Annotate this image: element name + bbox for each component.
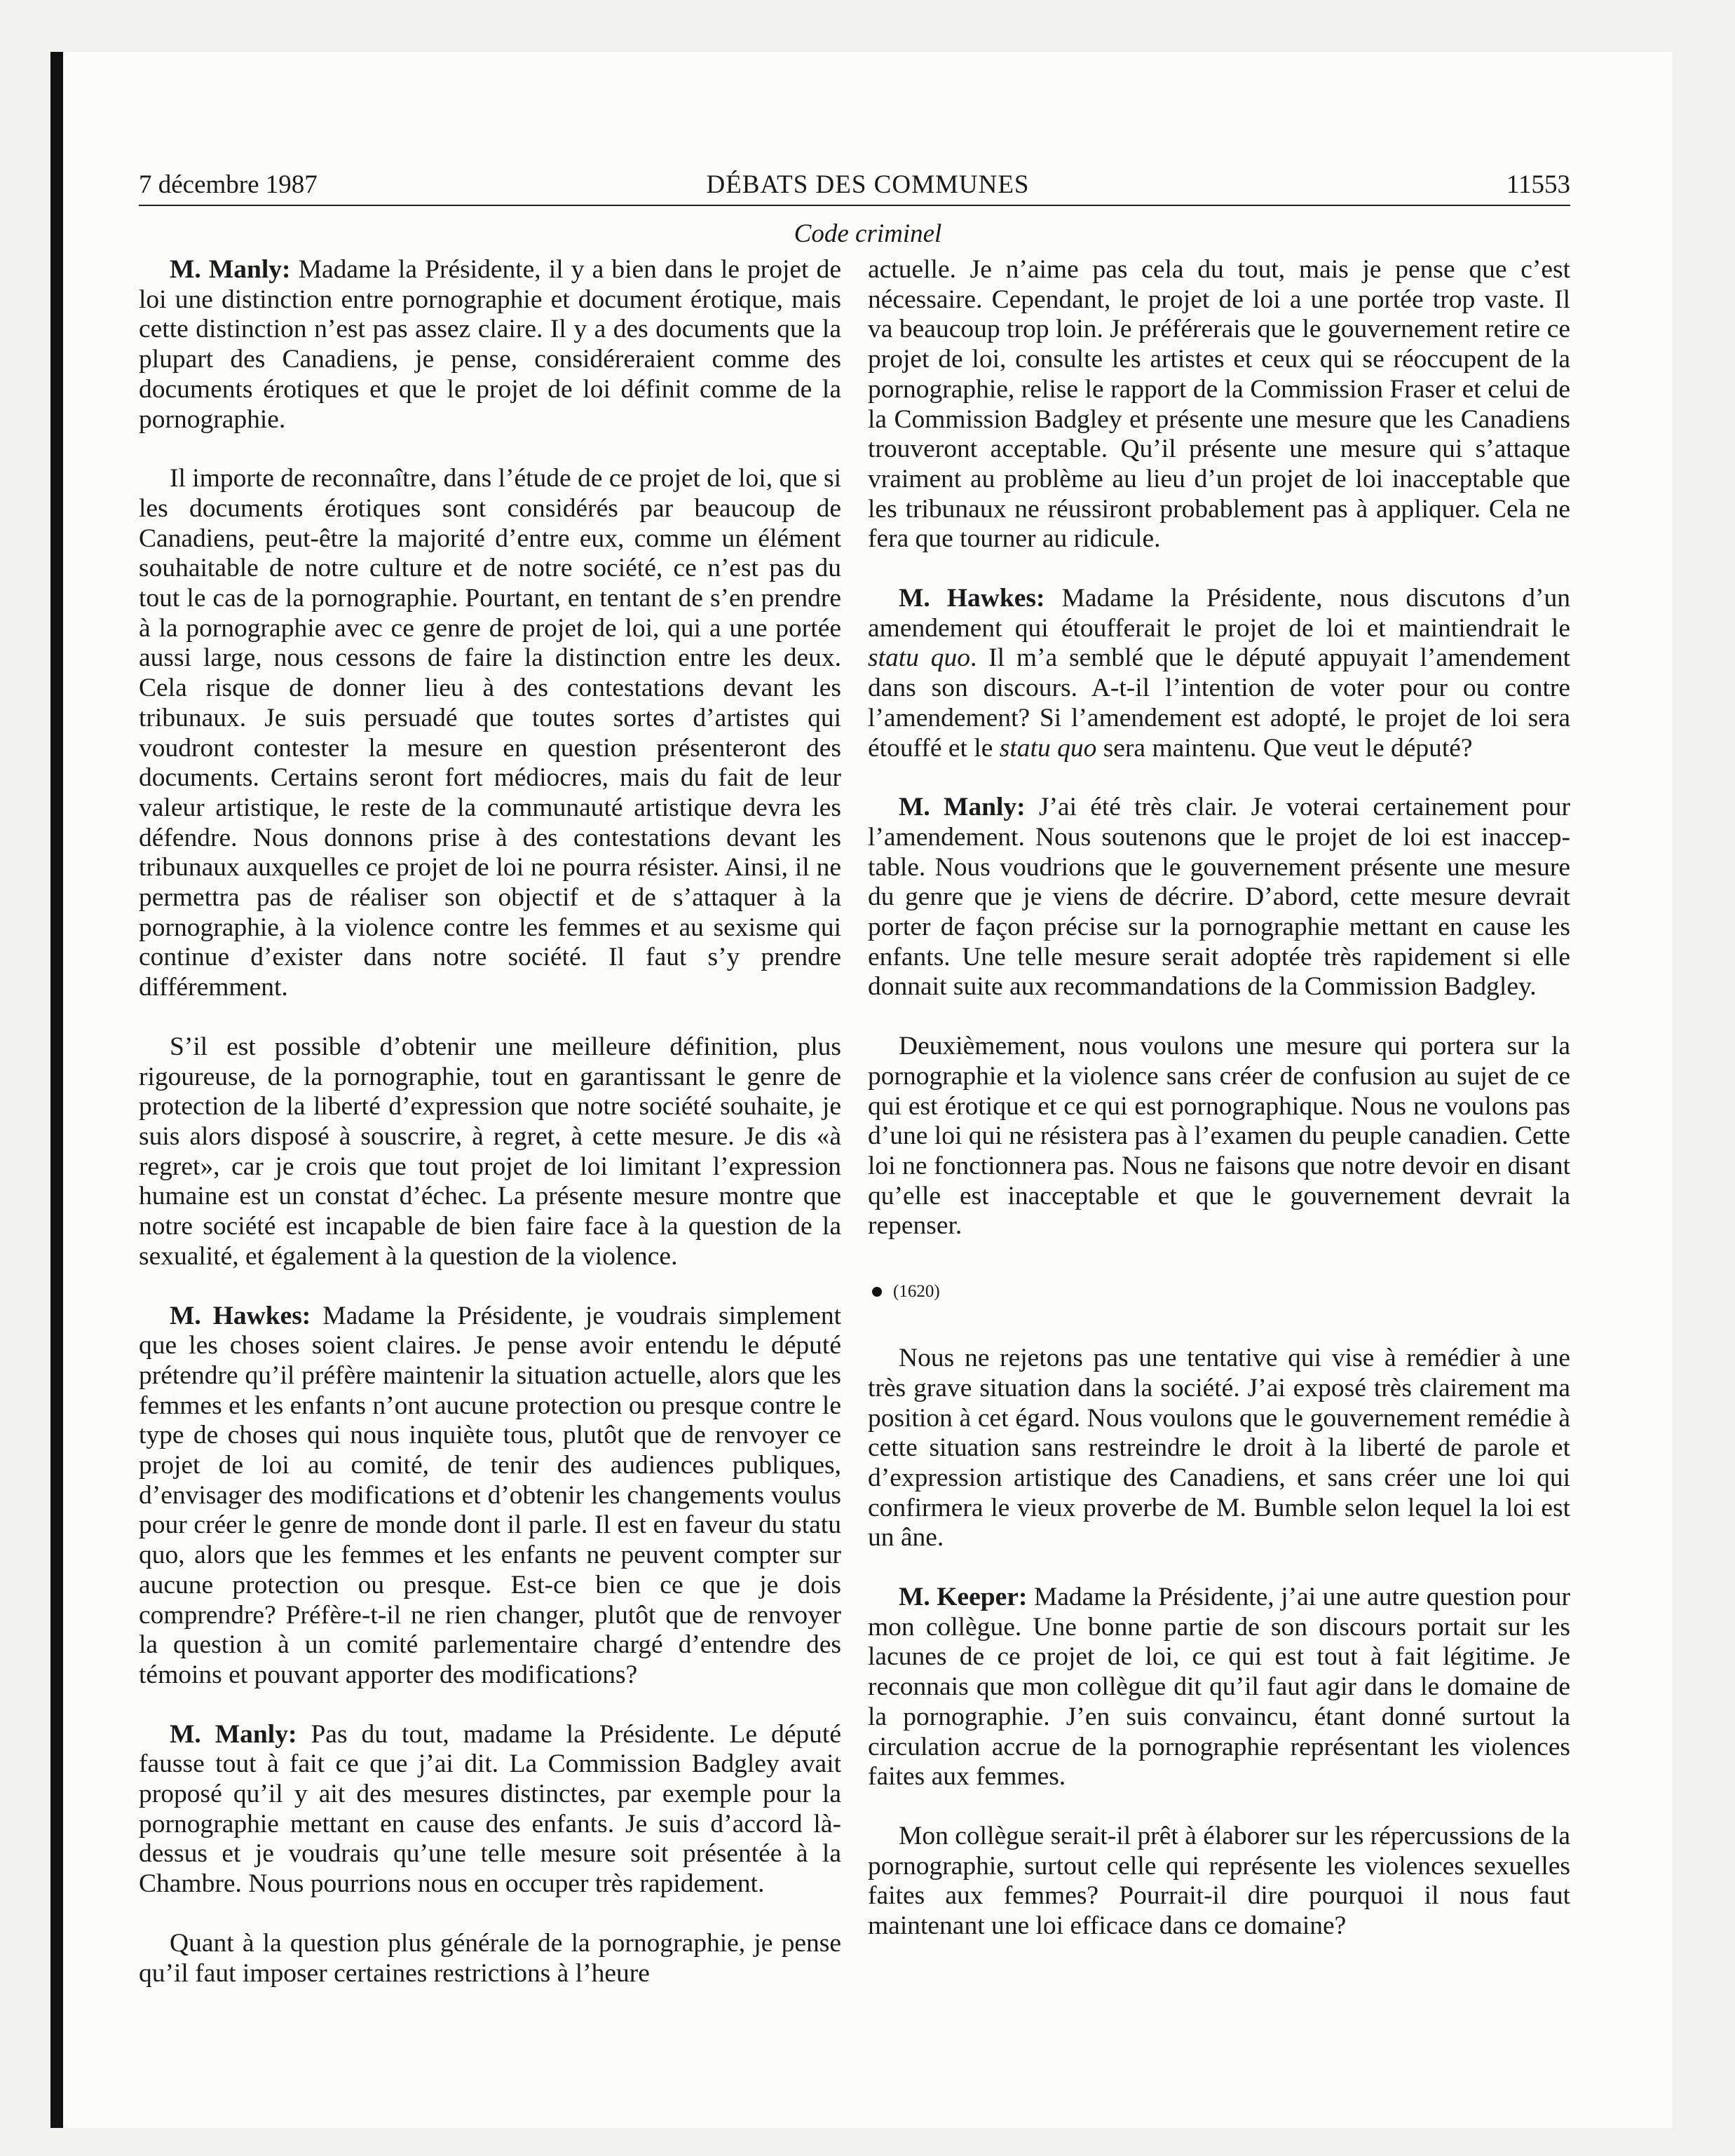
paragraph: Mon collègue serait-il prêt à élaborer sur les répercussions de la pornographie, surtout celle qui représente les violences sexuelles faites aux femmes? Pourrait-il dire pourquoi il nous faut maintenant une loi efficace dans ce domaine? [868,1821,1570,1941]
latin-term: statu quo [999,733,1097,763]
paragraph [139,1302,841,1691]
speaker-name: M. Manly: [170,1719,297,1749]
paragraph-continued: actuelle. Je n’aime pas cela du tout, mais je pense que c’est nécessaire. Cependant, le projet de loi a une portée trop vaste. Il va beaucoup trop loin. Je préférerais que le gouvernement retire ce projet de loi, consulte les artistes et ceux qui se réoccupent de la pornographie, relise le rapport de la Commission Fraser et celui de la Commission Badgley et présente une mesure que les Canadiens trouveront acceptable. Qu’il présente une mesure qui s’attaque vraiment au problème au lieu d’un projet de loi inacceptable que les tribunaux ne réussiront probablement pas à appliquer. Cela ne fera que tourner au ridicule. [868,255,1570,554]
time-marker [868,1271,1570,1313]
speech-text: Pas du tout, madame la Présidente. Le député fausse tout à fait ce que j’ai dit. La Commission Badgley avait proposé qu’il y ait des mesures distinctes, par exemple pour la pornographie mettant en cause des enfants. Je suis d’accord làdessus et je voudrais qu’une telle mesure soit présentée à la Chambre. Nous pourrions nous en occuper très rapidement. [139,1719,841,1899]
publication-title: DÉBATS DES COMMUNES [706,170,1030,199]
speaker-name: M. Hawkes: [899,584,1045,613]
paragraph [868,1583,1570,1792]
paragraph: Nous ne rejetons pas une tentative qui vise à remédier à une très grave situation dans la société. J’ai exposé très clairement ma position à cet égard. Nous voulons que le gouvernement remédie à cette situation sans restreindre le droit à la liberté de parole et d’expression artistique des Canadiens, et sans créer une loi qui confirmera le vieux proverbe de M. Bumble selon lequel la loi est un âne. [868,1344,1570,1553]
left-column [139,255,841,2018]
right-column [868,255,1570,1971]
paragraph [868,584,1570,763]
paragraph [139,1720,841,1899]
speaker-name: M. Manly: [170,255,291,284]
section-subject: Code criminel [794,219,942,248]
scan-edge [50,52,63,2128]
speech-text: Madame la Présidente, je voudrais simplement que les choses soient claires. Je pense avoir entendu le député prétendre qu’il préfère maintenir la situation actuelle, alors que les femmes et les enfants n’ont aucune protection ou presque contre le type de choses qui nous inquiète tous, plutôt que de renvoyer ce projet de loi au comité, de tenir des audiences publiques, d’envisager des modifications et d’obtenir les changements voulus pour créer le genre de monde dont il parle. Il est en faveur du statu quo, alors que les femmes et les enfants ne peuvent compter sur aucune protection ou presque. Est-ce bien ce que je dois comprendre? Préfère-t-il ne rien changer, plutôt que de renvoyer la question à un comité parlementaire chargé d’entendre des témoins et pouvant apporter des modifications? [139,1301,841,1689]
speaker-name: M. Hawkes: [170,1301,311,1330]
latin-term: statu quo [868,643,970,673]
paragraph: Il importe de reconnaître, dans l’étude de ce projet de loi, que si les documents érotiques sont considérés par beaucoup de Canadiens, peut-être la majorité d’entre eux, comme un élément souhaitable de notre culture et de notre société, ce n’est pas du tout le cas de la pornographie. Pourtant, en tentant de s’en prendre à la pornographie avec ce genre de projet de loi, qui a une portée aussi large, nous cessons de faire la distinction entre les deux. Cela risque de donner lieu à des contestations devant les tribunaux. Je suis persuadé que toutes sortes d’artistes qui voudront contester la mesure en question présenteront des documents. Certains seront fort médiocres, mais du fait de leur valeur artistique, le reste de la communauté artistique devra les défendre. Nous donnons prise à des contestations devant les tribunaux auxquelles ce projet de loi ne pourra résister. Ainsi, il ne permettra pas de réaliser son objectif et de s’attaquer à la pornographie, à la violence contre les femmes et au sexisme qui continue d’exister dans notre société. Il faut s’y prendre différemment. [139,464,841,1002]
speech-text: Madame la Présidente, nous discutons d’un amendement qui étoufferait le projet de loi et maintiendrait le [868,584,1570,643]
speech-text: Madame la Présidente, j’ai une autre question pour mon collègue. Une bonne partie de son discours portait sur les lacunes de ce projet de loi, ce qui est tout à fait légitime. Je reconnais que mon collègue dit qu’il faut agir dans le domaine de la pornographie. J’en suis convaincu, étant donné surtout la circulation accrue de la pornographie représentant les violences faites aux femmes. [868,1583,1571,1792]
paragraph [139,255,841,435]
bullet-icon [872,1287,882,1297]
document-page [63,52,1673,2128]
speech-text: . Il m’a semblé que le député appuyait l’amendement dans son discours. A-t-il l’intention de voter pour ou contre l’amendement? Si l’amendement est adopté, le projet de loi sera étouffé et le [868,643,1570,763]
speaker-name: M. Manly: [899,793,1026,822]
speech-text: Madame la Présidente, il y a bien dans le projet de loi une distinction entre pornographie et document érotique, mais cette distinction n’est pas assez claire. Il y a des documents que la plupart des Canadiens, je pense, considéreraient comme des documents érotiques et que le projet de loi définit comme de la pornographie. [139,255,841,434]
speaker-name: M. Keeper: [899,1583,1028,1612]
paragraph: Deuxièmement, nous voulons une mesure qui portera sur la pornographie et la violence sans créer de confusion au sujet de ce qui est érotique et ce qui est pornographique. Nous ne voulons pas d’une loi qui ne résistera pas à l’examen du peuple canadien. Cette loi ne fonctionnera pas. Nous ne faisons que notre devoir en disant qu’elle est inacceptable et que le gouvernement devrait la repenser. [868,1032,1570,1241]
page-date: 7 décembre 1987 [139,170,318,199]
speech-text: J’ai été très clair. Je voterai certainement pour l’amendement. Nous soutenons que le projet de loi est inacceptable. Nous voudrions que le gouvernement présente une mesure du genre que je viens de décrire. D’abord, cette mesure devrait porter de façon précise sur la pornographie mettant en cause les enfants. Une telle mesure serait adoptée très rapidement si elle donnait suite aux recommandations de la Commission Badgley. [868,793,1570,1002]
page-number: 11553 [1506,170,1570,199]
speech-text: sera maintenu. Que veut le député? [1096,733,1473,763]
header-rule [139,205,1570,206]
timestamp: (1620) [893,1282,940,1302]
paragraph: S’il est possible d’obtenir une meilleure définition, plus rigoureuse, de la pornographie, tout en garantissant le genre de protection de la liberté d’expression que notre société souhaite, je suis alors disposé à souscrire, à regret, à cette mesure. Je dis «à regret», car je crois que tout projet de loi limitant l’expression humaine est un constat d’échec. La présente mesure montre que notre société est incapable de bien faire face à la question de la sexualité, et également à la question de la violence. [139,1032,841,1271]
paragraph: Quant à la question plus générale de la pornographie, je pense qu’il faut imposer certaines restrictions à l’heure [139,1928,841,1988]
paragraph [868,793,1570,1002]
